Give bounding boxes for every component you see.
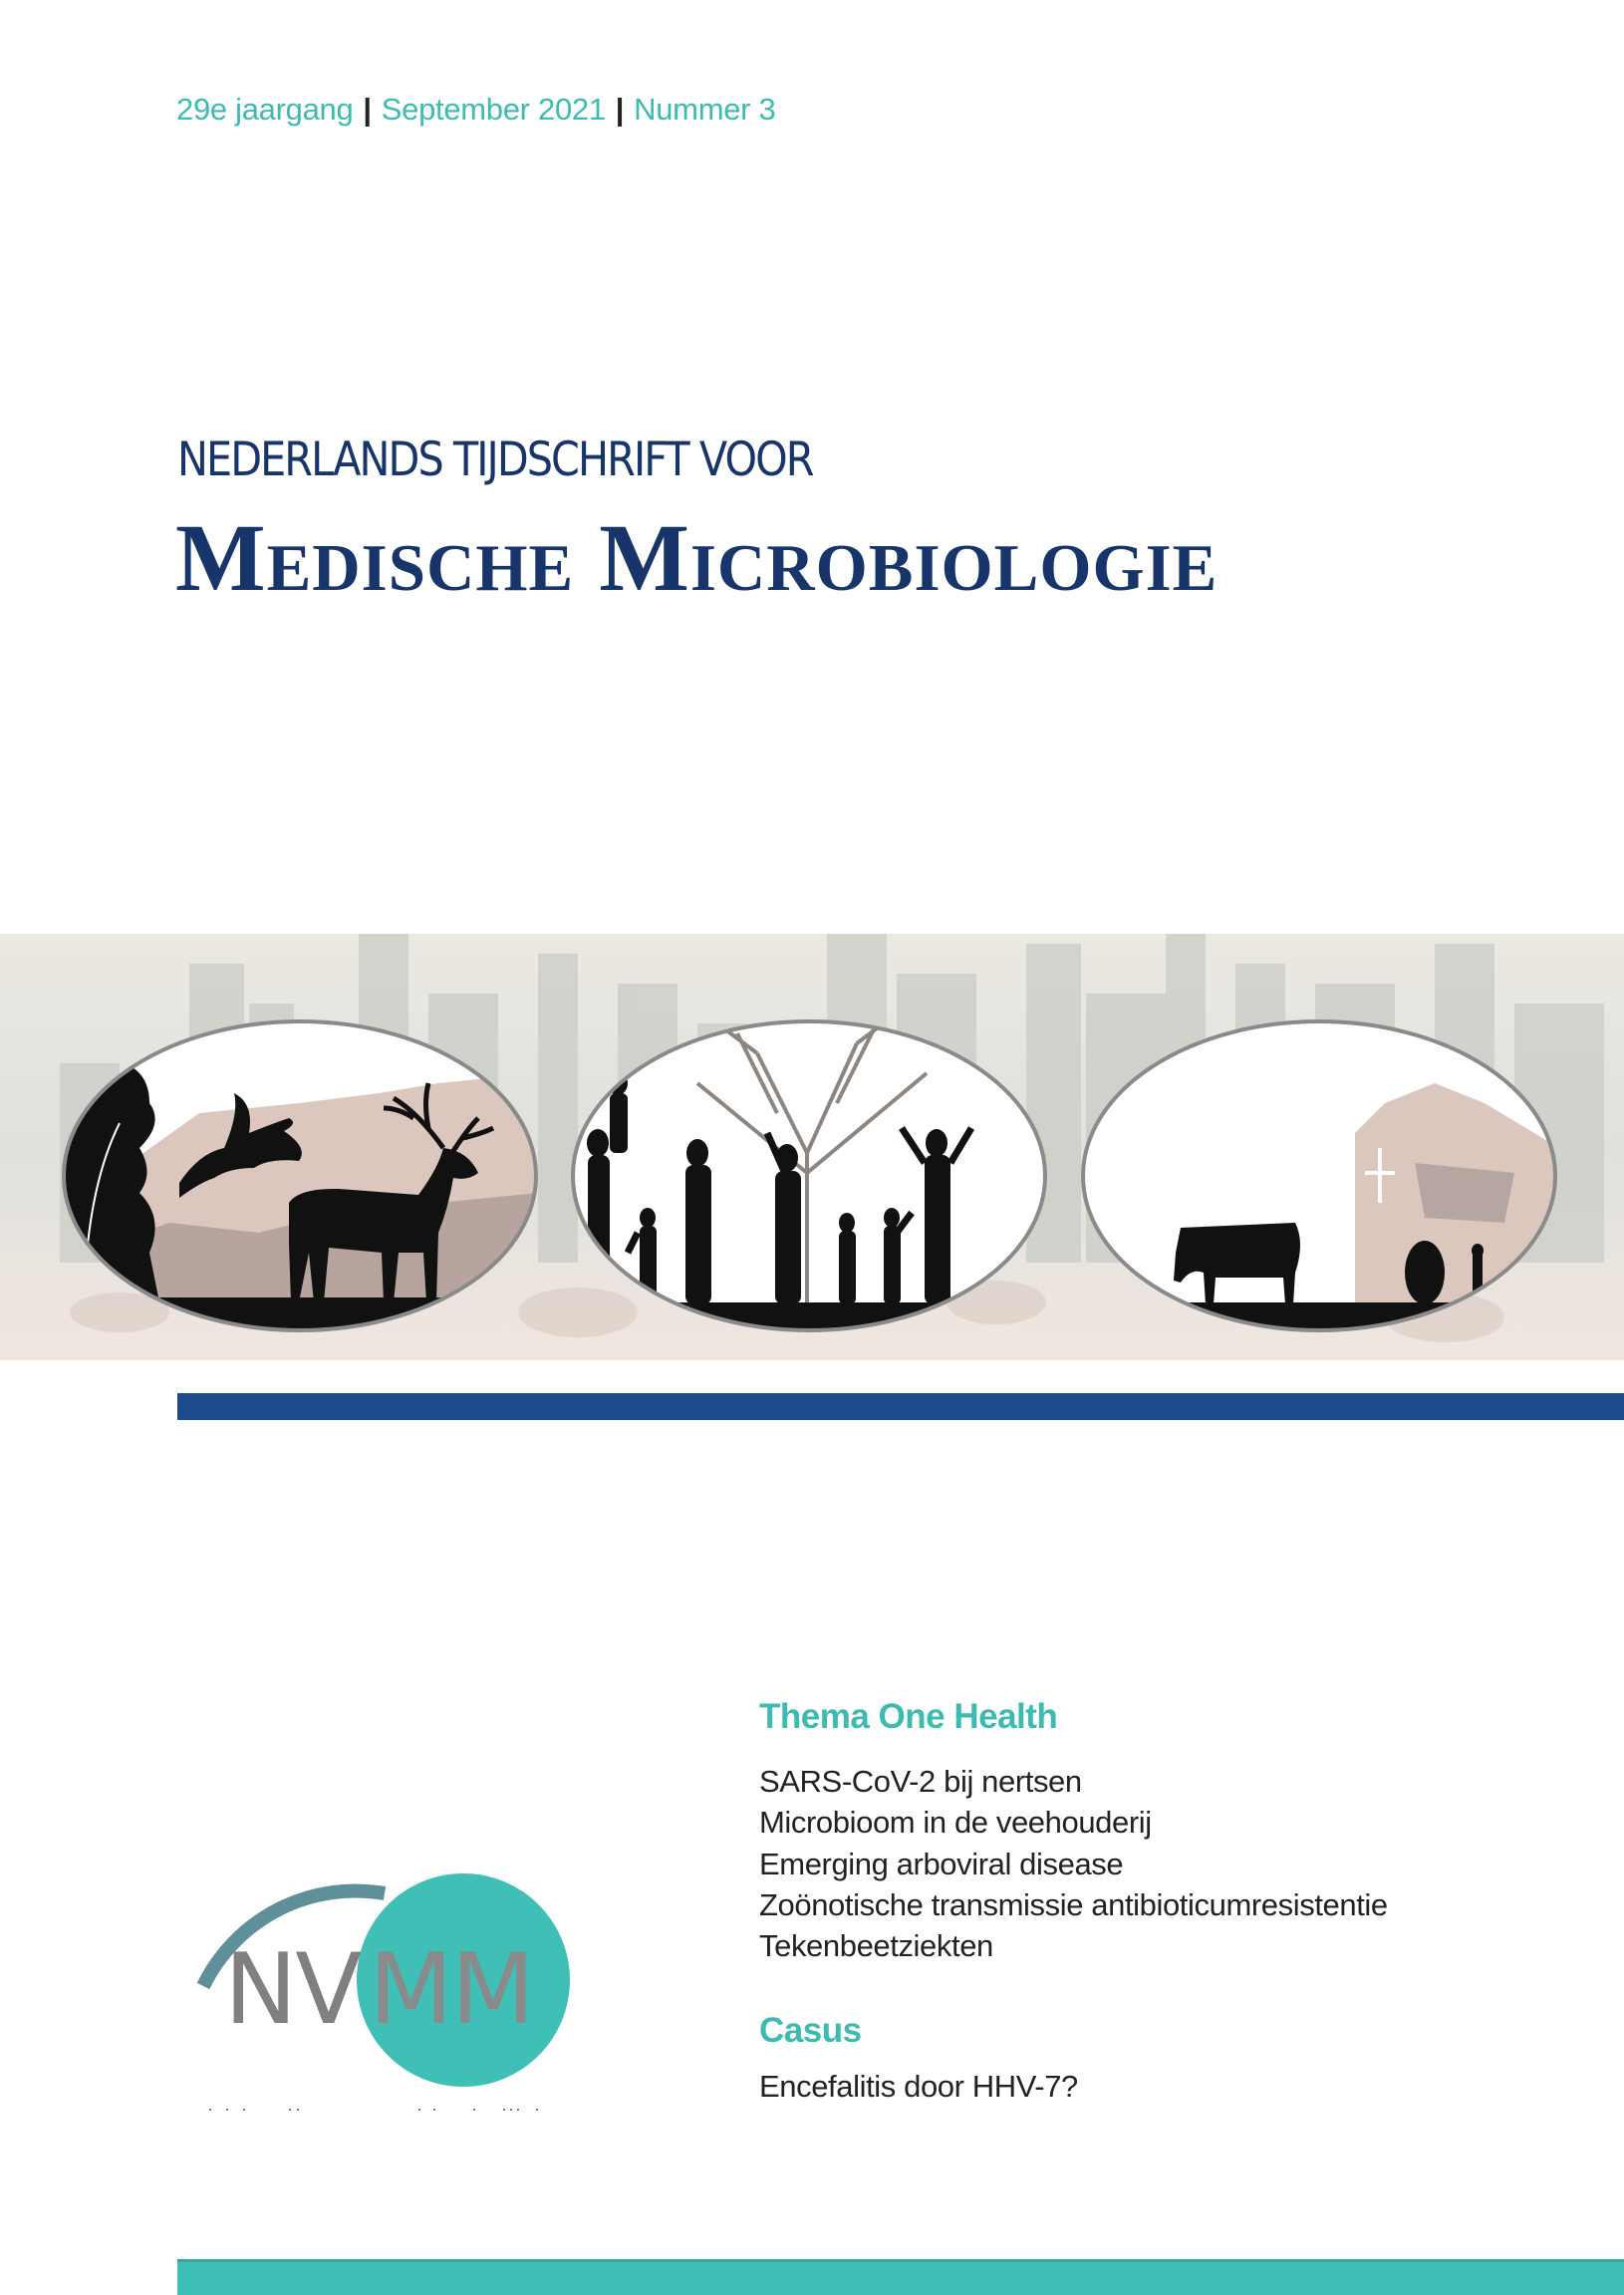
logo-letters-mm: MM (369, 1933, 534, 2047)
separator: | (363, 92, 372, 127)
article-title: SARS-CoV-2 bij nertsen (759, 1764, 1082, 1799)
article-title: Encefalitis door HHV-7? (759, 2069, 1078, 2104)
footer-bar-teal (177, 2259, 1624, 2295)
logo-letters-nv: NV (224, 1933, 361, 2047)
date-label: September 2021 (381, 92, 606, 127)
nvmm-logo (189, 1844, 588, 2123)
article-title: Tekenbeetziekten (759, 1928, 993, 1964)
logo-tagline-dots (209, 2109, 538, 2111)
article-title: Microbioom in de veehouderij (759, 1805, 1152, 1841)
article-title: Zoönotische transmissie antibioticumresistentie (759, 1886, 1388, 1922)
journal-title: Medische Microbiologie (175, 504, 1218, 611)
casus-article-list (759, 2066, 1078, 2107)
separator: | (615, 92, 625, 127)
casus-heading: Casus (759, 2011, 862, 2050)
issue-info (176, 90, 775, 130)
article-title: Emerging arboviral disease (759, 1846, 1124, 1881)
volume-label: 29e jaargang (176, 92, 354, 127)
divider-bar-blue (177, 1393, 1624, 1420)
one-health-banner (0, 934, 1624, 1360)
issue-number-label: Nummer 3 (634, 92, 776, 127)
theme-article-list (759, 1761, 1388, 1966)
journal-supertitle: NEDERLANDS TIJDSCHRIFT VOOR (177, 432, 813, 487)
theme-heading: Thema One Health (759, 1697, 1058, 1736)
